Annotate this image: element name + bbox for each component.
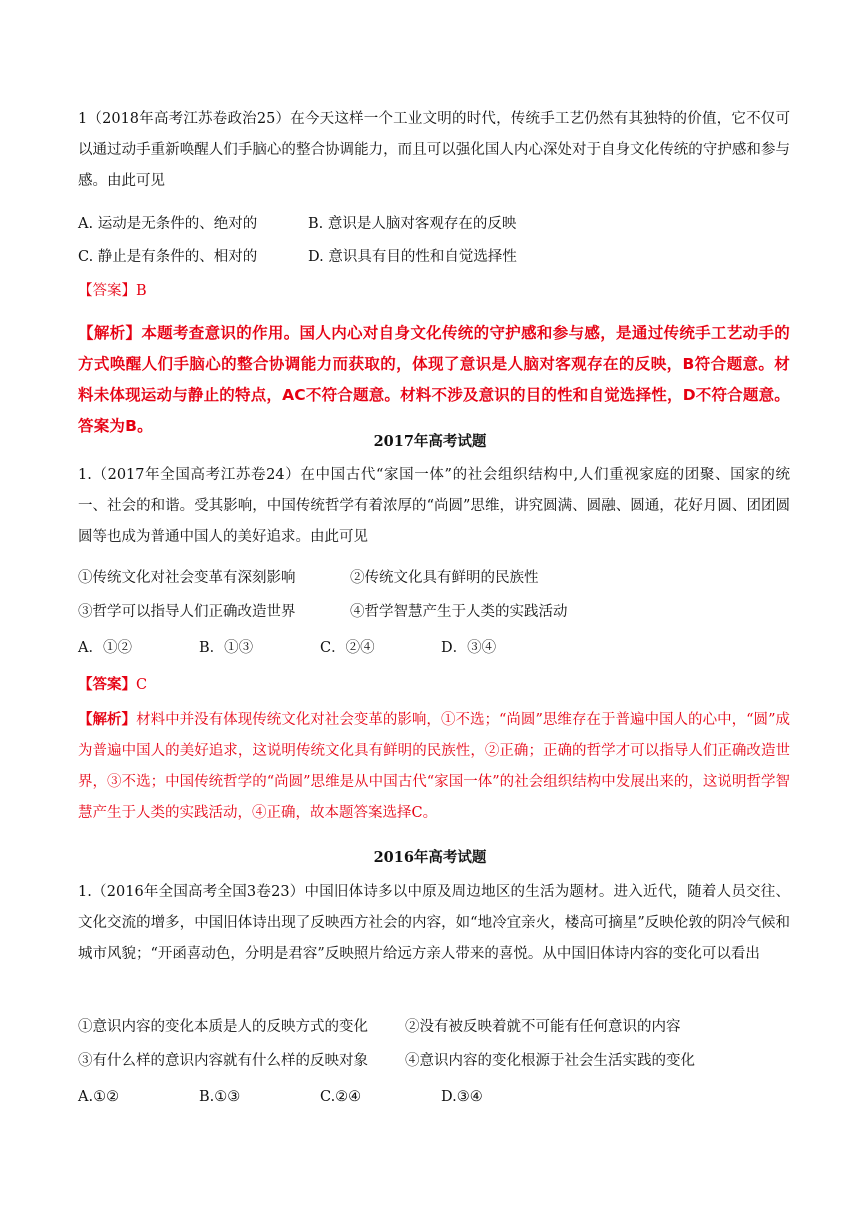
option-b: B. 意识是人脑对客观存在的反映 (308, 216, 517, 232)
answer-value: B (136, 283, 147, 299)
analysis-2018 (78, 318, 790, 442)
question-2016-options (78, 1082, 790, 1113)
option-a: A. 运动是无条件的、绝对的 (78, 216, 258, 232)
item-4: ④意识内容的变化根源于社会生活实践的变化 (405, 1053, 695, 1069)
section-heading-2017: 2017年高考试题 (373, 433, 487, 450)
answer-tag: 【答案】 (78, 676, 136, 693)
item-3: ③哲学可以指导人们正确改造世界 (78, 604, 296, 620)
option-d: D．③④ (441, 640, 497, 656)
option-a: A．①② (78, 640, 132, 656)
answer-2017 (78, 669, 790, 701)
question-2018-options-row-2 (78, 242, 790, 273)
question-2016-items-row-2 (78, 1046, 790, 1077)
option-d: D. 意识具有目的性和自觉选择性 (308, 249, 517, 265)
section-heading-2016: 2016年高考试题 (373, 849, 487, 866)
question-2017-items-row-1 (78, 563, 790, 594)
question-2016-text: 1.（2016年全国高考全国3卷23）中国旧体诗多以中原及周边地区的生活为题材。进入近代，随着人员交往、文化交流的增多，中国旧体诗出现了反映西方社会的内容，如“地冷宜亲火，楼高可摘星”反映伦敦的阴冷气候和城市风貌；“开函喜动色，分明是君容”反映照片给远方亲人带来的喜悦。从中国旧体诗内容的变化可以看出 (78, 884, 790, 962)
item-1: ①意识内容的变化本质是人的反映方式的变化 (78, 1019, 368, 1035)
question-2016-items-row-1 (78, 1012, 790, 1043)
answer-value: C (136, 677, 148, 693)
question-2017-text: 1.（2017年全国高考江苏卷24）在中国古代“家国一体”的社会组织结构中,人们重视家庭的团聚、国家的统一、社会的和谐。受其影响，中国传统哲学有着浓厚的“尚圆”思维，讲究圆满、圆融、圆通，花好月圆、团团圆圆等也成为普通中国人的美好追求。由此可见 (78, 467, 790, 545)
analysis-tag: 【解析】 (78, 711, 137, 728)
option-c: C．②④ (320, 640, 375, 656)
item-4: ④哲学智慧产生于人类的实践活动 (350, 604, 568, 620)
option-d: D.③④ (441, 1089, 483, 1105)
question-2017-options (78, 633, 790, 664)
question-2017-items-row-2 (78, 597, 790, 628)
option-b: B.①③ (199, 1089, 241, 1105)
analysis-text: 本题考查意识的作用。国人内心对自身文化传统的守护感和参与感，是通过传统手工艺动手的方式唤醒人们手脑心的整合协调能力而获取的，体现了意识是人脑对客观存在的反映，B符合题意。材料未体现运动与静止的特点，AC不符合题意。材料不涉及意识的目的性和自觉选择性，D不符合题意。答案为B。 (78, 324, 791, 435)
question-2018-text: 1（2018年高考江苏卷政治25）在今天这样一个工业文明的时代，传统手工艺仍然有其独特的价值，它不仅可以通过动手重新唤醒人们手脑心的整合协调能力，而且可以强化国人内心深处对于自身文化传统的守护感和参与感。由此可见 (78, 111, 790, 189)
item-2: ②传统文化具有鲜明的民族性 (350, 570, 539, 586)
item-2: ②没有被反映着就不可能有任何意识的内容 (405, 1019, 681, 1035)
option-c: C. 静止是有条件的、相对的 (78, 249, 258, 265)
option-c: C.②④ (320, 1089, 362, 1105)
item-3: ③有什么样的意识内容就有什么样的反映对象 (78, 1053, 368, 1069)
question-2018-options-row-1 (78, 209, 790, 240)
analysis-tag: 【解析】 (78, 324, 142, 342)
item-1: ①传统文化对社会变革有深刻影响 (78, 570, 296, 586)
analysis-2017 (78, 704, 790, 829)
answer-2018 (78, 276, 790, 307)
analysis-text: 材料中并没有体现传统文化对社会变革的影响，①不选；“尚圆”思维存在于普遍中国人的心中，“圆”成为普遍中国人的美好追求，这说明传统文化具有鲜明的民族性，②正确；正确的哲学才可以指导人们正确改造世界，③不选；中国传统哲学的“尚圆”思维是从中国古代“家国一体”的社会组织结构中发展出来的，这说明哲学智慧产生于人类的实践活动，④正确，故本题答案选择C。 (78, 712, 791, 821)
option-a: A.①② (78, 1089, 120, 1105)
answer-tag: 【答案】 (78, 283, 136, 299)
option-b: B．①③ (199, 640, 254, 656)
